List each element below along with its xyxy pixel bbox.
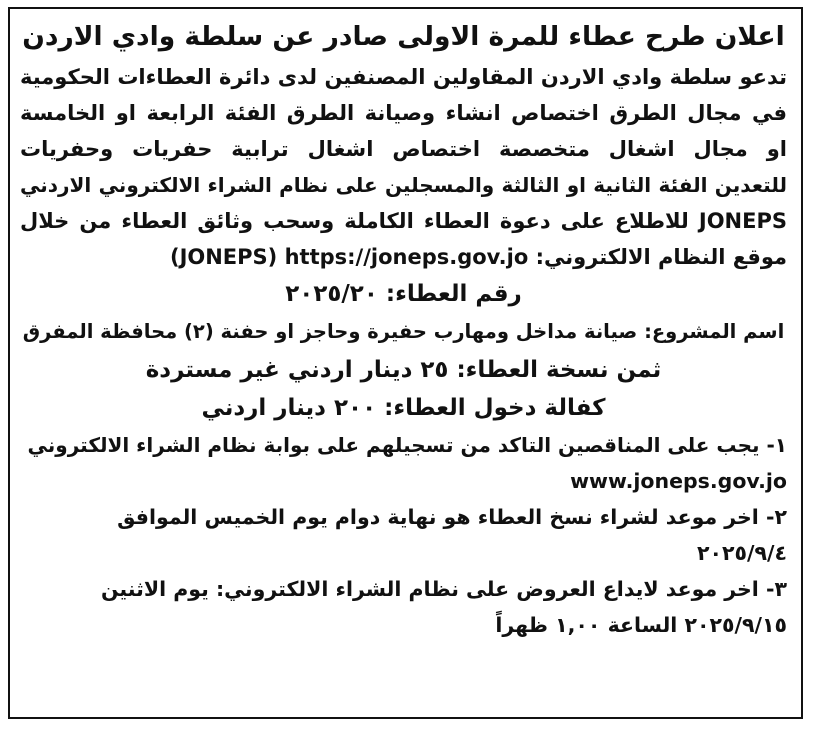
website-prefix: موقع النظام الالكتروني: bbox=[535, 245, 787, 269]
website-line bbox=[20, 239, 787, 275]
notice-title: اعلان طرح عطاء للمرة الاولى صادر عن سلطة وادي الاردن bbox=[22, 21, 785, 52]
project-name: اسم المشروع: صيانة مداخل ومهارب حفيرة وحاجز او حفنة (٢) محافظة المفرق bbox=[22, 320, 785, 343]
tender-number: رقم العطاء: ٢٠٢٥/٢٠ bbox=[285, 281, 522, 307]
intro-line-1: تدعو سلطة وادي الاردن المقاولين المصنفين لدى دائرة العطاءات الحكومية bbox=[20, 65, 787, 89]
intro-line-5: JONEPS للاطلاع على دعوة العطاء الكاملة وسحب وثائق العطاء من خلال bbox=[20, 209, 787, 233]
note-2-line-1: ٢- اخر موعد لشراء نسخ العطاء هو نهاية دوام يوم الخميس الموافق bbox=[117, 505, 787, 529]
website-value: (JONEPS) https://joneps.gov.jo bbox=[169, 245, 529, 269]
note-1-line-1: ١- يجب على المناقصين التاكد من تسجيلهم على بوابة نظام الشراء الالكتروني bbox=[27, 433, 787, 457]
note-1-line-2 bbox=[20, 463, 787, 499]
tender-notice bbox=[8, 7, 803, 719]
note-3-line-2: ٢٠٢٥/٩/١٥ الساعة ١,٠٠ ظهراً bbox=[495, 613, 787, 637]
intro-line-2: في مجال الطرق اختصاص انشاء وصيانة الطرق الفئة الرابعة او الخامسة bbox=[20, 101, 787, 125]
note-3-line-1: ٣- اخر موعد لايداع العروض على نظام الشراء الالكتروني: يوم الاثنين bbox=[100, 577, 787, 601]
intro-line-4: للتعدين الفئة الثانية او الثالثة والمسجلين على نظام الشراء الالكتروني الاردني bbox=[20, 173, 787, 197]
intro-line-3: او مجال اشغال متخصصة اختصاص اشغال ترابية حفريات وحفريات bbox=[20, 137, 787, 161]
note-2-line-2: ٢٠٢٥/٩/٤ bbox=[696, 541, 787, 565]
copy-price: ثمن نسخة العطاء: ٢٥ دينار اردني غير مستردة bbox=[145, 357, 662, 383]
note-1-url: www.joneps.gov.jo bbox=[570, 469, 787, 493]
bid-bond: كفالة دخول العطاء: ٢٠٠ دينار اردني bbox=[201, 395, 606, 421]
